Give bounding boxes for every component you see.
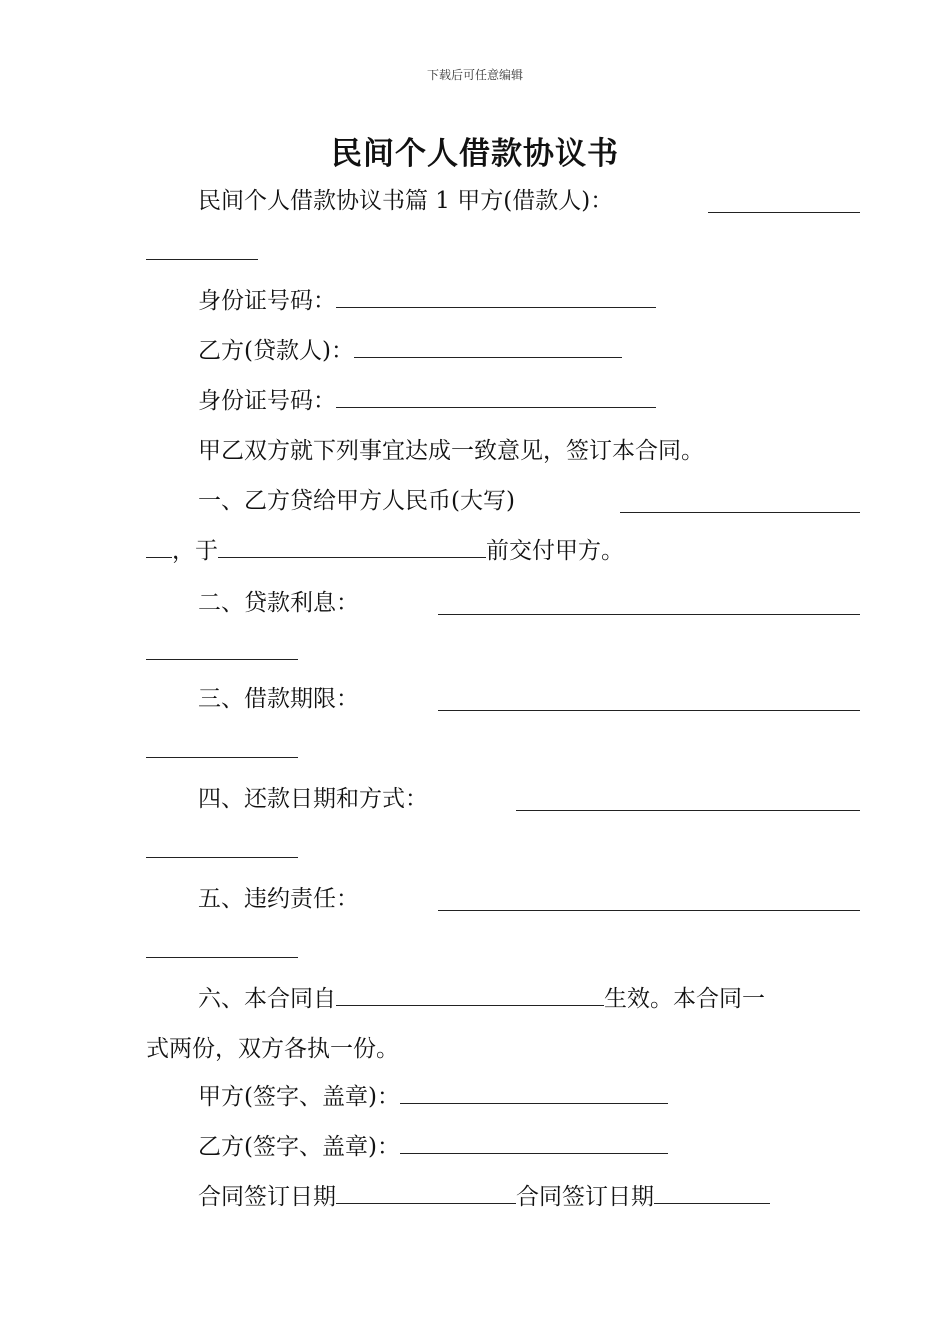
liability-blank-continued[interactable] xyxy=(146,957,298,958)
item6-continued-line: 式两份，双方各执一份。 xyxy=(146,1036,399,1062)
repayment-blank-continued[interactable] xyxy=(146,857,298,858)
id-b-label: 身份证号码： xyxy=(198,388,336,414)
sign-a-blank[interactable] xyxy=(400,1081,668,1104)
party-b-blank[interactable] xyxy=(354,335,622,358)
intro-text: 民间个人借款协议书篇 1 甲方(借款人)： xyxy=(198,188,614,214)
document-title: 民间个人借款协议书 xyxy=(331,136,619,172)
sign-b-line xyxy=(146,1131,860,1163)
date-b-label: 合同签订日期 xyxy=(516,1184,654,1210)
sign-a-line xyxy=(146,1081,860,1113)
amount-blank[interactable] xyxy=(620,512,860,513)
item5-text: 五、违约责任： xyxy=(198,886,359,912)
sign-b-blank[interactable] xyxy=(400,1131,668,1154)
item6-line xyxy=(146,983,860,1015)
item2-text: 二、贷款利息： xyxy=(198,590,359,616)
date-b-blank[interactable] xyxy=(654,1181,770,1204)
interest-blank[interactable] xyxy=(438,614,860,615)
date-line xyxy=(146,1181,860,1213)
intro-line xyxy=(146,185,860,217)
id-a-line xyxy=(146,285,860,317)
item1-cont-a: ，于 xyxy=(172,538,218,564)
item3-line xyxy=(146,683,860,715)
delivery-date-blank[interactable] xyxy=(218,535,486,558)
liability-blank[interactable] xyxy=(438,910,860,911)
item6-text-b: 生效。本合同一 xyxy=(604,986,765,1012)
id-b-line xyxy=(146,385,860,417)
term-blank-continued[interactable] xyxy=(146,757,298,758)
item1-text: 一、乙方贷给甲方人民币(大写) xyxy=(198,488,515,514)
date-a-label: 合同签订日期 xyxy=(198,1184,336,1210)
item4-line xyxy=(146,783,860,815)
item1-cont-b: 前交付甲方。 xyxy=(486,538,624,564)
sign-a-label: 甲方(签字、盖章)： xyxy=(198,1084,400,1110)
agreement-line: 甲乙双方就下列事宜达成一致意见，签订本合同。 xyxy=(198,438,704,464)
sign-b-label: 乙方(签字、盖章)： xyxy=(198,1134,400,1160)
id-a-blank[interactable] xyxy=(336,285,656,308)
item3-text: 三、借款期限： xyxy=(198,686,359,712)
effective-date-blank[interactable] xyxy=(336,983,604,1006)
party-b-label: 乙方(贷款人)： xyxy=(198,338,354,364)
borrower-blank-continued[interactable] xyxy=(146,259,258,260)
party-b-line xyxy=(146,335,860,367)
item6-text-a: 六、本合同自 xyxy=(198,986,336,1012)
item4-text: 四、还款日期和方式： xyxy=(198,786,428,812)
borrower-blank[interactable] xyxy=(708,212,860,213)
item5-line xyxy=(146,883,860,915)
item1-line xyxy=(146,485,860,517)
item1-continued-line xyxy=(146,535,808,567)
repayment-blank[interactable] xyxy=(516,810,860,811)
page-header: 下载后可任意编辑 xyxy=(426,68,523,82)
id-b-blank[interactable] xyxy=(336,385,656,408)
amount-blank-continued[interactable] xyxy=(146,535,172,558)
term-blank[interactable] xyxy=(438,710,860,711)
id-a-label: 身份证号码： xyxy=(198,288,336,314)
item2-line xyxy=(146,587,860,619)
interest-blank-continued[interactable] xyxy=(146,659,298,660)
date-a-blank[interactable] xyxy=(336,1181,516,1204)
